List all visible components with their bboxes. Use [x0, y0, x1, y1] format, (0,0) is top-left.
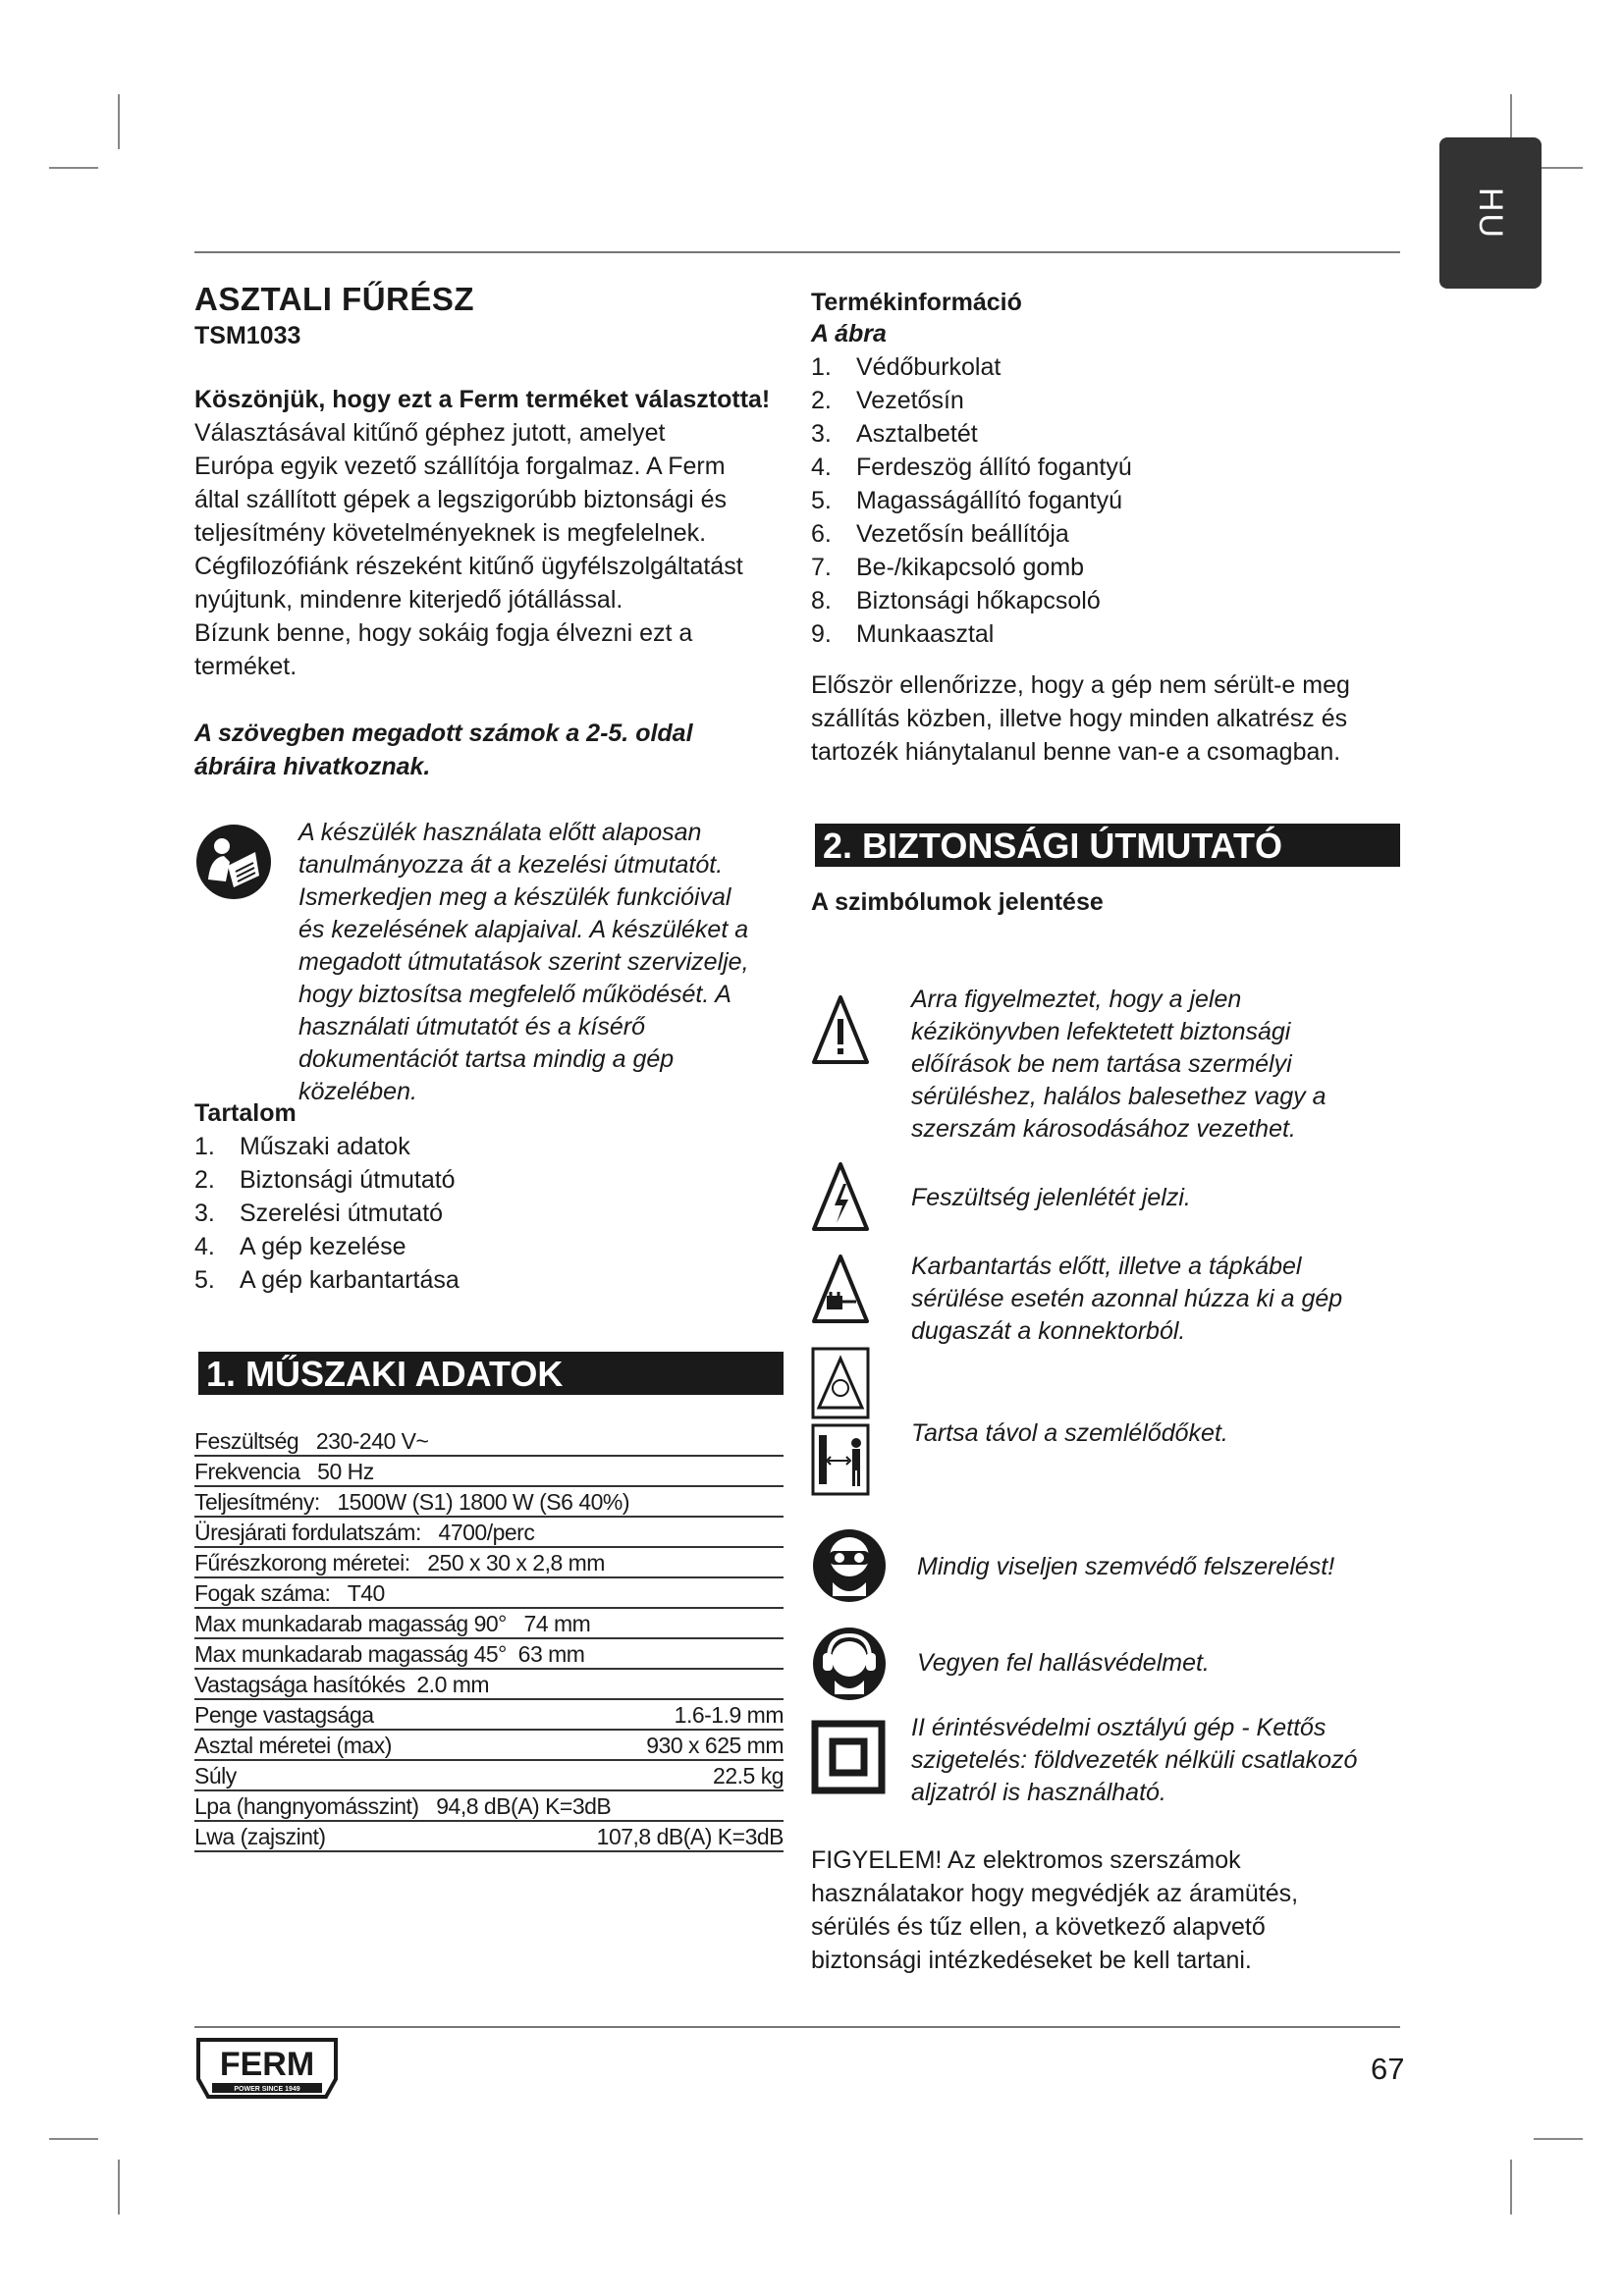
- list-item: 4. Ferdeszög állító fogantyú: [811, 454, 1132, 481]
- ferm-logo: [194, 2036, 340, 2101]
- symbol-description: Mindig viseljen szemvédő felszerelést!: [917, 1553, 1335, 1580]
- footer-rule: [194, 2026, 1400, 2028]
- list-item: 3. Asztalbetét: [811, 420, 978, 448]
- symbol-description: Tartsa távol a szemlélődőket.: [911, 1419, 1228, 1447]
- figure-note: A szövegben megadott számok a 2-5. oldal ábráira hivatkoznak.: [194, 720, 693, 780]
- thanks-line: Köszönjük, hogy ezt a Ferm terméket választotta!: [194, 386, 771, 413]
- table-row: Lwa (zajszint) 107,8 dB(A) K=3dB: [194, 1822, 784, 1852]
- list-item: 8. Biztonsági hőkapcsoló: [811, 587, 1101, 614]
- bystanders-icon: [811, 1347, 870, 1496]
- crop-mark: [118, 94, 120, 149]
- svg-text:POWER SINCE 1949: POWER SINCE 1949: [234, 2086, 300, 2093]
- crop-mark: [118, 2160, 120, 2215]
- page-title: ASZTALI FŰRÉSZ: [194, 281, 475, 317]
- list-item: 5. A gép karbantartása: [194, 1266, 460, 1294]
- page-number: 67: [1371, 2052, 1405, 2086]
- crop-mark: [49, 167, 98, 169]
- table-row: Súly 22.5 kg: [194, 1761, 784, 1791]
- model-number: TSM1033: [194, 322, 301, 349]
- eye-protection-icon: [811, 1527, 888, 1604]
- table-row: Üresjárati fordulatszám: 4700/perc: [194, 1518, 784, 1548]
- list-item: 4. A gép kezelése: [194, 1233, 406, 1260]
- section-heading-safety: 2. BIZTONSÁGI ÚTMUTATÓ: [811, 824, 1400, 867]
- table-row: Teljesítmény: 1500W (S1) 1800 W (S6 40%): [194, 1487, 784, 1518]
- list-item: 2. Vezetősín: [811, 387, 964, 414]
- table-row: Max munkadarab magasság 90° 74 mm: [194, 1609, 784, 1639]
- table-row: Fogak száma: T40: [194, 1578, 784, 1609]
- table-row: Vastagsága hasítókés 2.0 mm: [194, 1670, 784, 1700]
- table-row: Frekvencia 50 Hz: [194, 1457, 784, 1487]
- list-item: 7. Be-/kikapcsoló gomb: [811, 554, 1085, 581]
- figure-label: A ábra: [811, 320, 887, 347]
- right-column: [811, 281, 1400, 917]
- parts-list: [811, 350, 1400, 651]
- symbols-heading: A szimbólumok jelentése: [811, 888, 1104, 916]
- list-item: 6. Vezetősín beállítója: [811, 520, 1069, 548]
- check-paragraph: Először ellenőrizze, hogy a gép nem sérült-e meg szállítás közben, illetve hogy minden alkatrész és tartozék hiánytalanul benne van-e a csomagban.: [811, 671, 1350, 766]
- intro-paragraph: Választásával kitűnő géphez jutott, amelyet Európa egyik vezető szállítója forgalmaz. A Ferm által szállított gépek a legszigorúbb biztonsági és teljesítmény követelményeknek is megfelelnek. Cégfilozófiánk részeként kitűnő ügyfélszolgáltatást nyújtunk, mindenre kiterjedő jótállással. Bízunk benne, hogy sokáig fogja élvezni ezt a terméket.: [194, 419, 743, 680]
- spec-table: [194, 1426, 784, 1852]
- table-row: Feszültség 230-240 V~: [194, 1426, 784, 1457]
- table-row: Fűrészkorong méretei: 250 x 30 x 2,8 mm: [194, 1548, 784, 1578]
- header-rule: [194, 251, 1400, 253]
- list-item: 1. Védőburkolat: [811, 353, 1001, 381]
- language-tab: HU: [1439, 137, 1542, 289]
- table-row: Max munkadarab magasság 45° 63 mm: [194, 1639, 784, 1670]
- crop-mark: [1510, 2160, 1512, 2215]
- symbol-description: II érintésvédelmi osztályú gép - Kettős szigetelés: földvezeték nélküli csatlakozó aljzatról is használható.: [911, 1714, 1358, 1806]
- unplug-icon: [811, 1253, 870, 1327]
- product-info-heading: Termékinformáció: [811, 289, 1022, 316]
- contents-heading: Tartalom: [194, 1099, 297, 1127]
- table-row: Lpa (hangnyomásszint) 94,8 dB(A) K=3dB: [194, 1791, 784, 1822]
- list-item: 1. Műszaki adatok: [194, 1133, 410, 1160]
- left-column: [194, 281, 784, 1852]
- manual-notice: A készülék használata előtt alaposan tanulmányozza át a kezelési útmutatót. Ismerkedjen meg a készülék funkcióival és kezelésének alapjaival. A készüléket a megadott útmutatások szerint szervizelje, hogy biztosítsa megfelelő működését. A használati útmutatót és a kísérő dokumentációt tartsa mindig a gép közelében.: [194, 817, 784, 1103]
- list-item: 2. Biztonsági útmutató: [194, 1166, 456, 1194]
- list-item: 5. Magasságállító fogantyú: [811, 487, 1123, 514]
- crop-mark: [49, 2138, 98, 2140]
- table-row: Asztal méretei (max) 930 x 625 mm: [194, 1731, 784, 1761]
- double-insulation-icon: [811, 1720, 886, 1794]
- symbol-description: Arra figyelmeztet, hogy a jelen kézikönyvben lefektetett biztonsági előírások be nem tartása szermélyi sérüléshez, halálos balesethez vagy a szerszám károsodásához vezethet.: [911, 986, 1326, 1143]
- warning-triangle-icon: [811, 991, 870, 1068]
- list-item: 9. Munkaasztal: [811, 620, 995, 648]
- crop-mark: [1534, 2138, 1583, 2140]
- svg-text:FERM: FERM: [219, 2046, 315, 2083]
- contents-list: [194, 1130, 784, 1297]
- symbol-description: Feszültség jelenlétét jelzi.: [911, 1184, 1191, 1211]
- symbol-description: Vegyen fel hallásvédelmet.: [917, 1649, 1210, 1677]
- table-row: Penge vastagsága 1.6-1.9 mm: [194, 1700, 784, 1731]
- section-heading-technical-data: 1. MŰSZAKI ADATOK: [194, 1352, 784, 1395]
- symbol-description: Karbantartás előtt, illetve a tápkábel sérülése esetén azonnal húzza ki a gép dugaszát a konnektorból.: [911, 1253, 1343, 1345]
- list-item: 3. Szerelési útmutató: [194, 1200, 444, 1227]
- voltage-icon: [811, 1158, 870, 1235]
- read-manual-icon: [194, 823, 273, 901]
- warning-paragraph: FIGYELEM! Az elektromos szerszámok használatakor hogy megvédjék az áramütés, sérülés és tűz ellen, a következő alapvető biztonsági intézkedéseket be kell tartani.: [811, 1846, 1299, 1974]
- hearing-protection-icon: [811, 1626, 888, 1702]
